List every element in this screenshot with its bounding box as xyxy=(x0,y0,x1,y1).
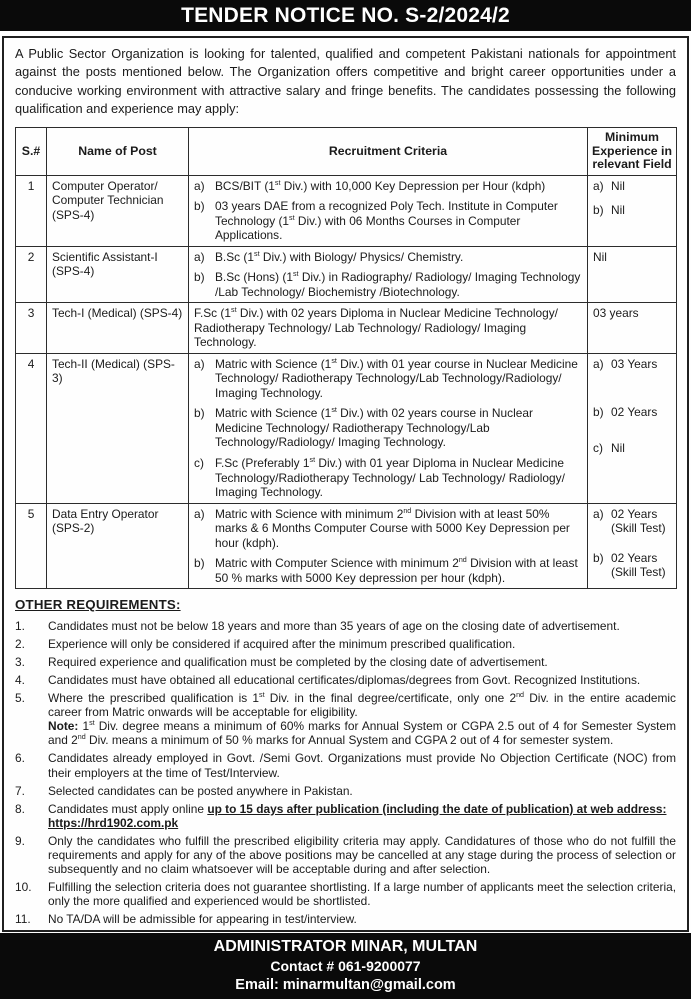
criteria-item-text: F.Sc (Preferably 1st Div.) with 01 year Diploma in Nuclear Medicine Technology/Radiotherapy Technology/ Lab Technology/ Radiology/ Imaging Technology. xyxy=(215,455,565,500)
experience-item xyxy=(593,179,671,193)
criteria-item-label: b) xyxy=(194,406,205,421)
criteria-item xyxy=(194,406,582,450)
minimum-experience xyxy=(588,246,677,303)
requirement-item xyxy=(15,751,676,779)
minimum-experience xyxy=(588,303,677,354)
criteria-item-text: B.Sc (1st Div.) with Biology/ Physics/ Chemistry. xyxy=(215,249,464,264)
requirement-text-segment: Required experience and qualification must be completed by the closing date of advertisement. xyxy=(48,655,548,670)
post-name: Computer Operator/ Computer Technician (SPS-4) xyxy=(47,175,189,246)
post-name: Scientific Assistant-I (SPS-4) xyxy=(47,246,189,303)
experience-item-label: c) xyxy=(593,440,603,455)
footer-bar xyxy=(0,933,691,999)
requirement-text xyxy=(48,619,676,633)
post-name: Data Entry Operator (SPS-2) xyxy=(47,503,189,589)
criteria-item xyxy=(194,199,582,243)
criteria-item xyxy=(194,357,582,401)
page-title: TENDER NOTICE NO. S-2/2024/2 xyxy=(181,3,510,27)
recruitment-criteria xyxy=(189,303,588,354)
serial-number: 4 xyxy=(16,353,47,503)
experience-item-label: b) xyxy=(593,550,604,565)
experience-item-text: 03 Years xyxy=(611,356,658,371)
experience-item xyxy=(593,441,671,455)
experience-item-text: Nil xyxy=(611,202,625,217)
criteria-item xyxy=(194,507,582,551)
experience-item-text: 02 Years (Skill Test) xyxy=(611,550,666,579)
col-header-experience: Minimum Experience in relevant Field xyxy=(588,128,677,176)
serial-number: 1 xyxy=(16,175,47,246)
requirements-list xyxy=(13,619,678,926)
requirement-number: 9. xyxy=(15,833,25,848)
experience-item-label: a) xyxy=(593,178,604,193)
experience-item-text: 02 Years (Skill Test) xyxy=(611,506,666,535)
criteria-item-text: BCS/BIT (1st Div.) with 10,000 Key Depression per Hour (kdph) xyxy=(215,178,546,193)
requirement-text-segment: up to 15 days after publication (including the date of publication) at web address: xyxy=(207,801,667,816)
header-row xyxy=(16,128,677,176)
recruitment-criteria xyxy=(189,503,588,589)
serial-number: 5 xyxy=(16,503,47,589)
requirement-text xyxy=(48,834,676,876)
requirement-number: 2. xyxy=(15,637,25,652)
post-name: Tech-I (Medical) (SPS-4) xyxy=(47,303,189,354)
requirement-text xyxy=(48,751,676,779)
requirement-text-segment: Selected candidates can be posted anywhere in Pakistan. xyxy=(48,783,353,798)
requirement-text-segment: Where the prescribed qualification is 1st Div. in the final degree/certificate, only one 2nd Div. in the entire academic career from Matric onwards will be acceptable for eligibility. xyxy=(48,691,677,720)
recruitment-criteria xyxy=(189,353,588,503)
criteria-item-text: Matric with Science (1st Div.) with 02 years course in Nuclear Medicine Technology/ Radiotherapy Technology/Lab Technology/Radiology/ Imaging Technology. xyxy=(215,406,533,450)
posts-table xyxy=(15,127,677,589)
requirement-text xyxy=(48,655,676,669)
criteria-item-label: b) xyxy=(194,199,205,214)
minimum-experience xyxy=(588,353,677,503)
requirement-number: 3. xyxy=(15,655,25,670)
experience-item xyxy=(593,357,671,371)
experience-item-label: b) xyxy=(593,404,604,419)
requirement-text xyxy=(48,673,676,687)
experience-item xyxy=(593,203,671,217)
content-area xyxy=(2,36,689,932)
requirement-text-segment: Note: xyxy=(48,719,79,734)
requirement-number: 5. xyxy=(15,691,25,706)
requirement-number: 7. xyxy=(15,783,25,798)
requirement-item xyxy=(15,834,676,876)
criteria-item xyxy=(194,179,582,194)
website-url: https://hrd1902.com.pk xyxy=(48,815,179,830)
col-header-post: Name of Post xyxy=(47,128,189,176)
serial-number: 3 xyxy=(16,303,47,354)
requirement-text xyxy=(48,912,676,926)
criteria-item-label: a) xyxy=(194,356,205,371)
post-row-1 xyxy=(16,175,677,246)
serial-number: 2 xyxy=(16,246,47,303)
experience-item-label: a) xyxy=(593,356,604,371)
criteria-item-text: Matric with Science (1st Div.) with 01 year course in Nuclear Medicine Technology/ Radiotherapy Technology/Lab Technology/Radiology/ Imaging Technology. xyxy=(215,356,578,400)
post-row-5 xyxy=(16,503,677,589)
criteria-item-label: a) xyxy=(194,506,205,521)
requirement-number: 6. xyxy=(15,751,25,766)
recruitment-criteria xyxy=(189,175,588,246)
requirement-number: 4. xyxy=(15,673,25,688)
experience-item xyxy=(593,306,671,320)
requirement-text-segment: Fulfilling the selection criteria does not guarantee shortlisting. If a large number of applicants meet the selection criteria, only the more qualified and experienced would be shortlisted. xyxy=(48,879,676,908)
experience-item xyxy=(593,250,671,264)
experience-item-label: a) xyxy=(593,506,604,521)
requirement-text-segment: Candidates already employed in Govt. /Semi Govt. Organizations must provide No Objection Certificate (NOC) from their employers at the time of Test/Interview. xyxy=(48,751,676,780)
recruitment-criteria xyxy=(189,246,588,303)
post-name: Tech-II (Medical) (SPS-3) xyxy=(47,353,189,503)
criteria-item-text: 03 years DAE from a recognized Poly Tech. Institute in Computer Technology (1st Div.) with 06 Months Courses in Computer Applications. xyxy=(215,199,558,243)
requirement-text-segment: Only the candidates who fulfill the prescribed eligibility criteria may apply. Candidatures of those who do not fulfill the requirements and apply for any of the above positions may be cancelled at any stage during the process of selection or subsequently and no claim whatsoever will be acceptable during and after selection. xyxy=(48,833,676,876)
requirement-item xyxy=(15,691,676,747)
requirement-item xyxy=(15,655,676,669)
requirement-text xyxy=(48,880,676,908)
requirement-text-segment: No TA/DA will be admissible for appearing in test/interview. xyxy=(48,911,357,926)
experience-item-text: 02 Years xyxy=(611,404,658,419)
requirement-number: 11. xyxy=(15,911,31,926)
criteria-item xyxy=(194,250,582,265)
post-row-2 xyxy=(16,246,677,303)
requirement-text-segment: 1st Div. degree means a minimum of 60% marks for Annual System or CGPA 2.5 out of 4 for Semester System and 2nd Div. means a minimum of 50 % marks for Annual System and CGPA 2 out of 4 for semester system. xyxy=(48,719,676,748)
requirement-item xyxy=(15,880,676,908)
experience-item-text: 03 years xyxy=(593,306,639,321)
criteria-item-label: c) xyxy=(194,455,204,470)
requirement-number: 10. xyxy=(15,879,32,894)
requirement-text xyxy=(48,637,676,651)
posts-table-body xyxy=(16,175,677,588)
footer-email: Email: minarmultan@gmail.com xyxy=(235,976,456,993)
experience-item xyxy=(593,405,671,419)
criteria-item-label: b) xyxy=(194,556,205,571)
criteria-item-label: a) xyxy=(194,178,205,193)
minimum-experience xyxy=(588,503,677,589)
experience-item xyxy=(593,507,671,535)
requirement-text xyxy=(48,784,676,798)
requirement-item xyxy=(15,619,676,633)
experience-item-text: Nil xyxy=(611,440,625,455)
requirement-item xyxy=(15,637,676,651)
requirement-text-segment: Candidates must have obtained all educational certificates/diplomas/degrees from Govt. Recognized Institutions. xyxy=(48,673,641,688)
criteria-item-text: Matric with Computer Science with minimum 2nd Division with at least 50 % marks with 5000 Key depression per hour (kdph). xyxy=(215,556,578,585)
criteria-item-text: B.Sc (Hons) (1st Div.) in Radiography/ Radiology/ Imaging Technology /Lab Technology/ Biochemistry /Biotechnology. xyxy=(215,270,581,299)
criteria-item-text: F.Sc (1st Div.) with 02 years Diploma in Nuclear Medicine Technology/ Radiotherapy Technology/ Lab Technology/ Radiology/ Imaging Technology. xyxy=(194,306,558,350)
footer-contact: Contact # 061-9200077 xyxy=(270,958,421,975)
criteria-item xyxy=(194,306,582,350)
col-header-serial: S.# xyxy=(16,128,47,176)
criteria-item xyxy=(194,456,582,500)
requirement-item xyxy=(15,673,676,687)
requirement-text-segment: Candidates must not be below 18 years and more than 35 years of age on the closing date of advertisement. xyxy=(48,619,620,634)
requirement-number: 1. xyxy=(15,619,25,634)
requirement-item xyxy=(15,912,676,926)
requirement-text xyxy=(48,802,676,830)
criteria-item-text: Matric with Science with minimum 2nd Division with at least 50% marks & 6 Months Computer Course with 5000 Key Depression per hour (kdph). xyxy=(215,506,570,550)
criteria-item-label: a) xyxy=(194,249,205,264)
footer-administrator: ADMINISTRATOR MINAR, MULTAN xyxy=(213,938,478,956)
criteria-item xyxy=(194,556,582,585)
requirement-text xyxy=(48,691,676,747)
minimum-experience xyxy=(588,175,677,246)
requirement-text-segment: Experience will only be considered if acquired after the minimum prescribed qualification. xyxy=(48,637,516,652)
experience-item-text: Nil xyxy=(611,178,625,193)
intro-paragraph: A Public Sector Organization is looking for talented, qualified and competent Pakistani nationals for appointment against the posts mentioned below. The Organization offers competitive and bright career opportunities under a conducive working environment with attractive salary and fringe benefits. The candidates possessing the following qualification and experience may apply: xyxy=(15,46,676,116)
requirement-item xyxy=(15,784,676,798)
requirement-text-segment: Candidates must apply online xyxy=(48,801,208,816)
requirement-item xyxy=(15,802,676,830)
post-row-3 xyxy=(16,303,677,354)
requirement-number: 8. xyxy=(15,801,25,816)
col-header-criteria: Recruitment Criteria xyxy=(189,128,588,176)
criteria-item-label: b) xyxy=(194,270,205,285)
posts-table-header xyxy=(16,128,677,176)
experience-item-text: Nil xyxy=(593,249,607,264)
experience-item-label: b) xyxy=(593,202,604,217)
title-bar xyxy=(0,0,691,31)
other-requirements-heading: OTHER REQUIREMENTS: xyxy=(15,597,181,613)
criteria-item xyxy=(194,270,582,299)
post-row-4 xyxy=(16,353,677,503)
experience-item xyxy=(593,551,671,579)
